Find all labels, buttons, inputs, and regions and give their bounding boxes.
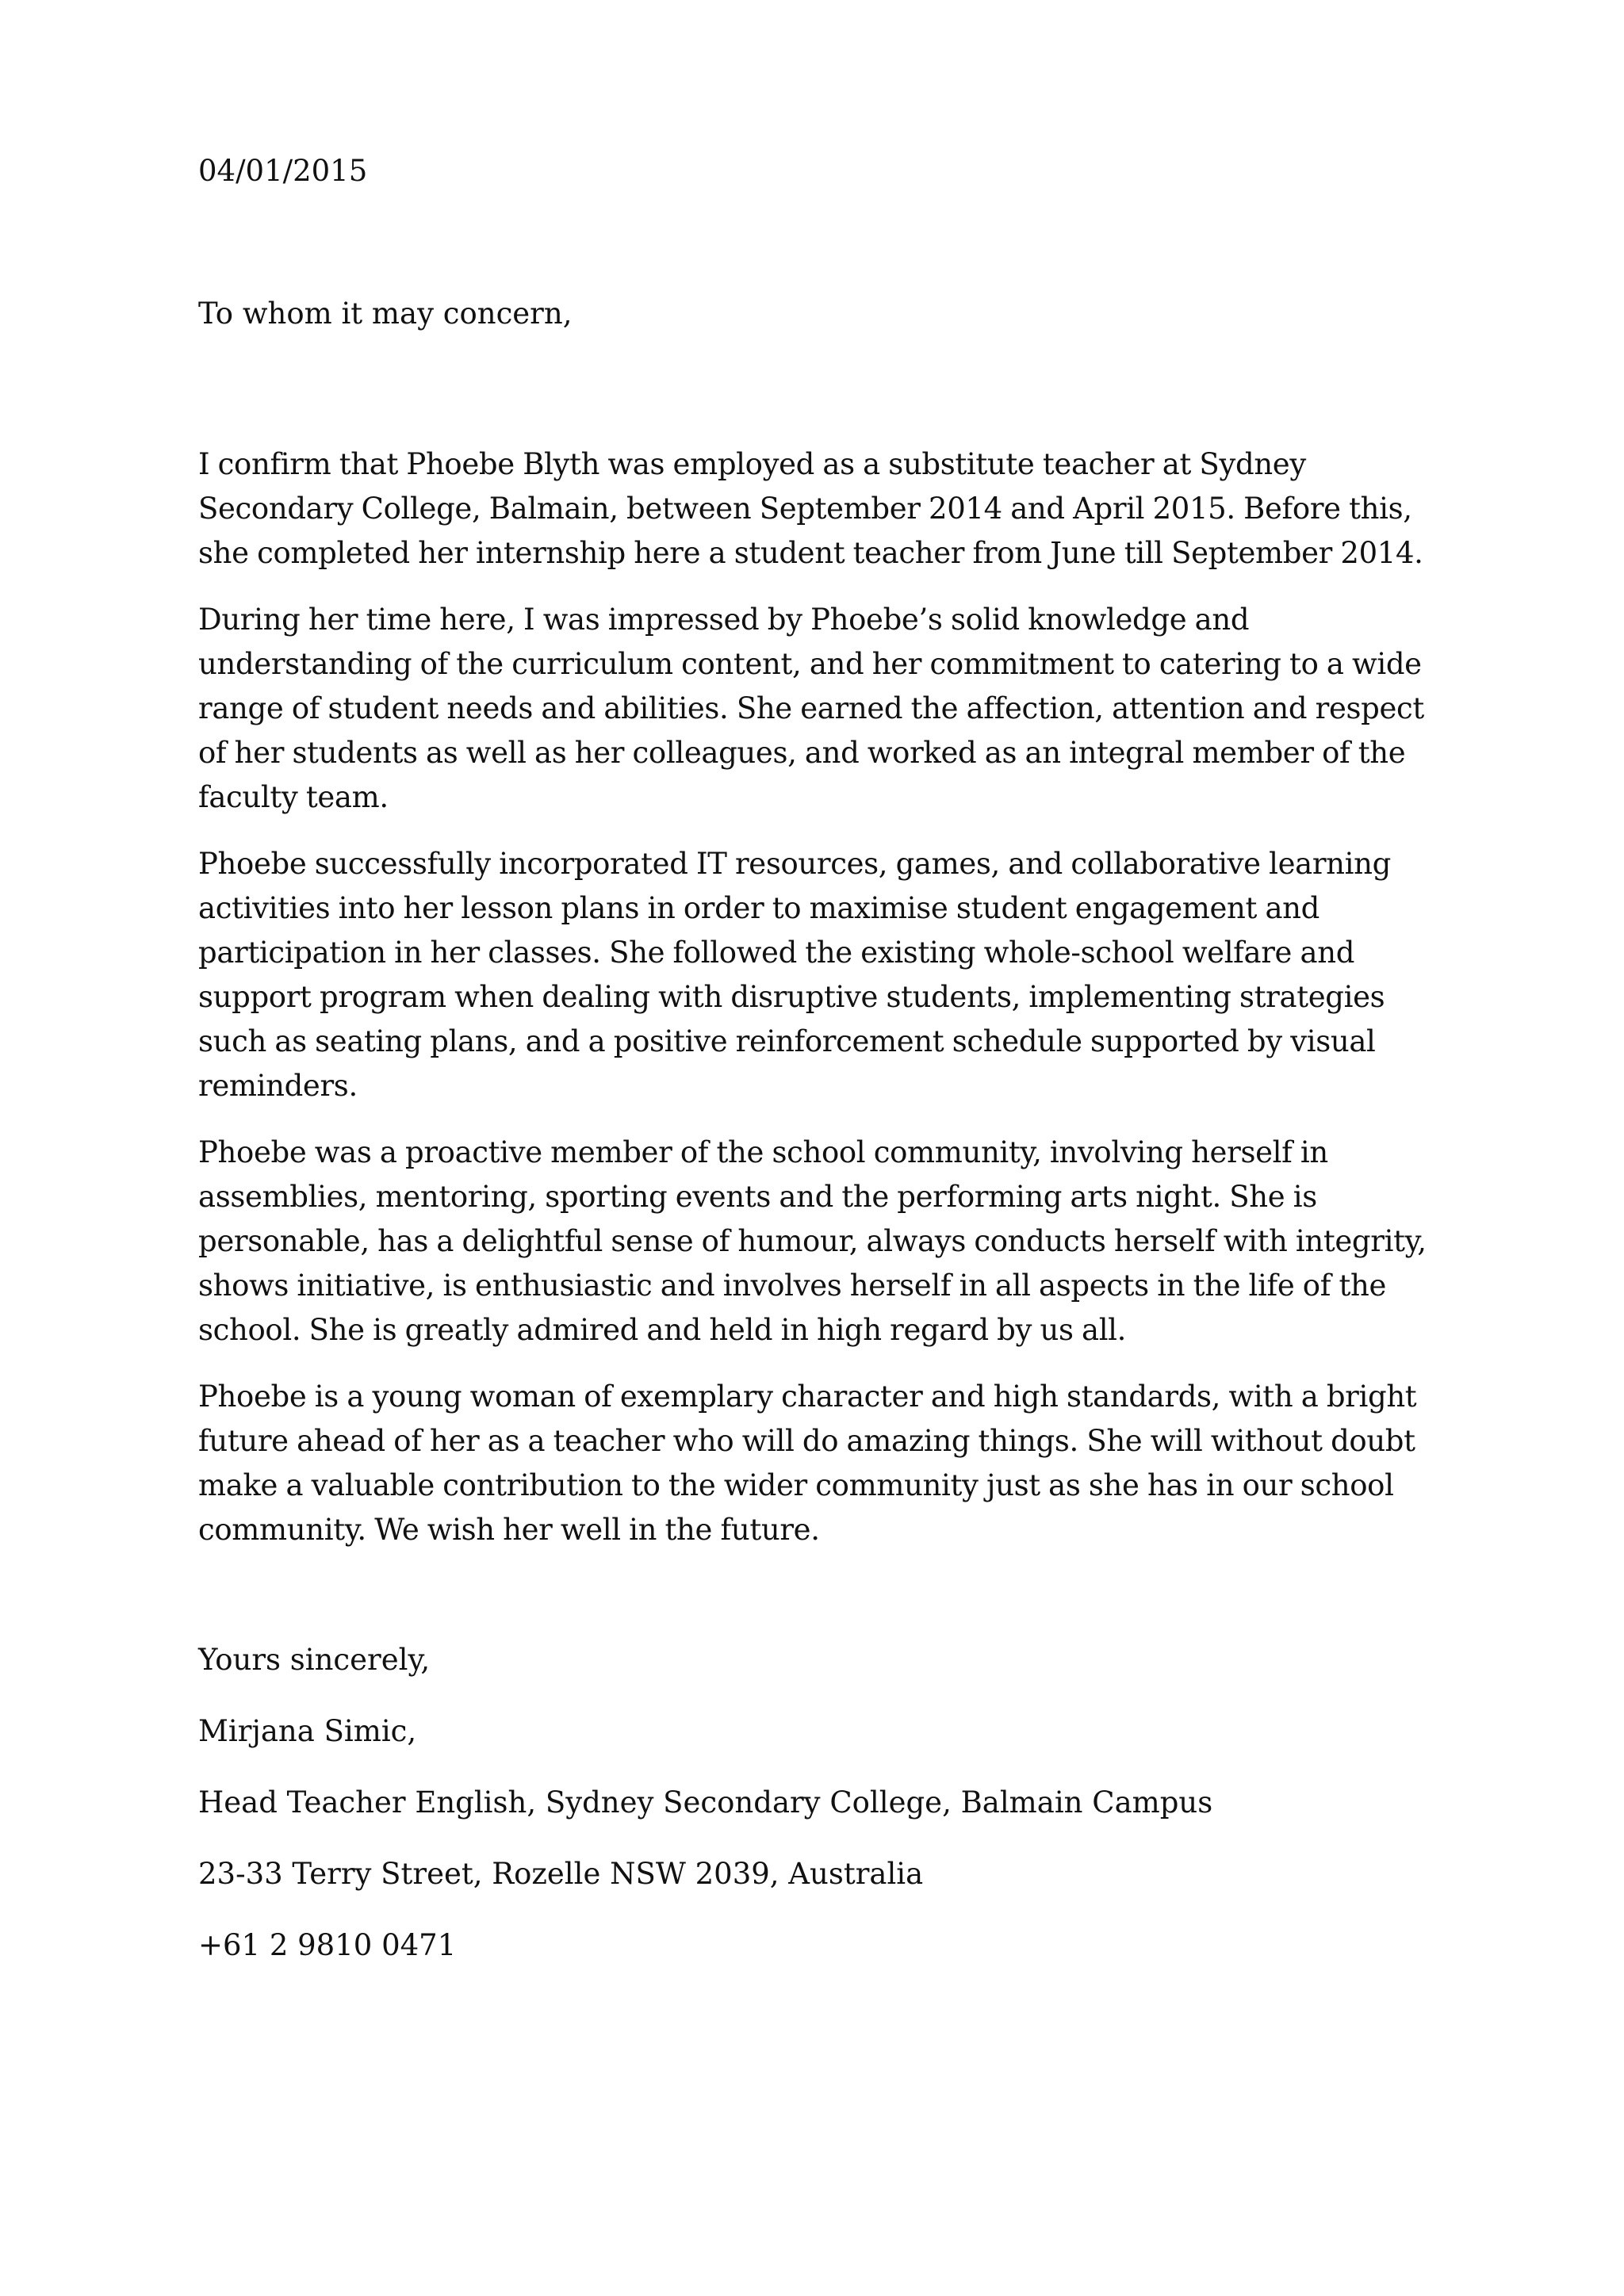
letter-content xyxy=(198,149,1451,1995)
signatory-title: Head Teacher English, Sydney Secondary College, Balmain Campus xyxy=(198,1785,1213,1820)
letter-date: 04/01/2015 xyxy=(198,154,368,188)
signatory-name: Mirjana Simic, xyxy=(198,1714,417,1748)
paragraph-teaching-methods: Phoebe successfully incorporated IT resources, games, and collaborative learning activities into her lesson plans in order to maximise student engagement and participation in her classes. She followed the existing whole-school welfare and support program when dealing with disruptive students, implementing strategies such as seating plans, and a positive reinforcement schedule supported by visual reminders. xyxy=(198,847,1391,1103)
closing: Yours sincerely, xyxy=(198,1643,431,1677)
letter-body xyxy=(198,442,1451,1552)
paragraph-recommendation: Phoebe is a young woman of exemplary character and high standards, with a bright future ahead of her as a teacher who will do amazing things. She will without doubt make a valuable contribution to the wider community just as she has in our school community. We wish her well in the future. xyxy=(198,1380,1417,1547)
address: 23-33 Terry Street, Rozelle NSW 2039, Australia xyxy=(198,1857,924,1891)
phone-number: +61 2 9810 0471 xyxy=(198,1928,457,1962)
salutation: To whom it may concern, xyxy=(198,297,573,331)
signature-block xyxy=(198,1638,1451,1968)
paragraph-employment: I confirm that Phoebe Blyth was employed as a substitute teacher at Sydney Secondary College, Balmain, between September 2014 and April 2015. Before this, she completed her internship here a student teacher from June till September 2014. xyxy=(198,447,1423,570)
paragraph-knowledge: During her time here, I was impressed by Phoebe’s solid knowledge and understanding of the curriculum content, and her commitment to catering to a wide range of student needs and abilities. She earned the affection, attention and respect of her students as well as her colleagues, and worked as an integral member of the faculty team. xyxy=(198,603,1424,814)
paragraph-community: Phoebe was a proactive member of the school community, involving herself in assemblies, mentoring, sporting events and the performing arts night. She is personable, has a delightful sense of humour, always conducts herself with integrity, shows initiative, is enthusiastic and involves herself in all aspects in the life of the school. She is greatly admired and held in high regard by us all. xyxy=(198,1135,1427,1347)
